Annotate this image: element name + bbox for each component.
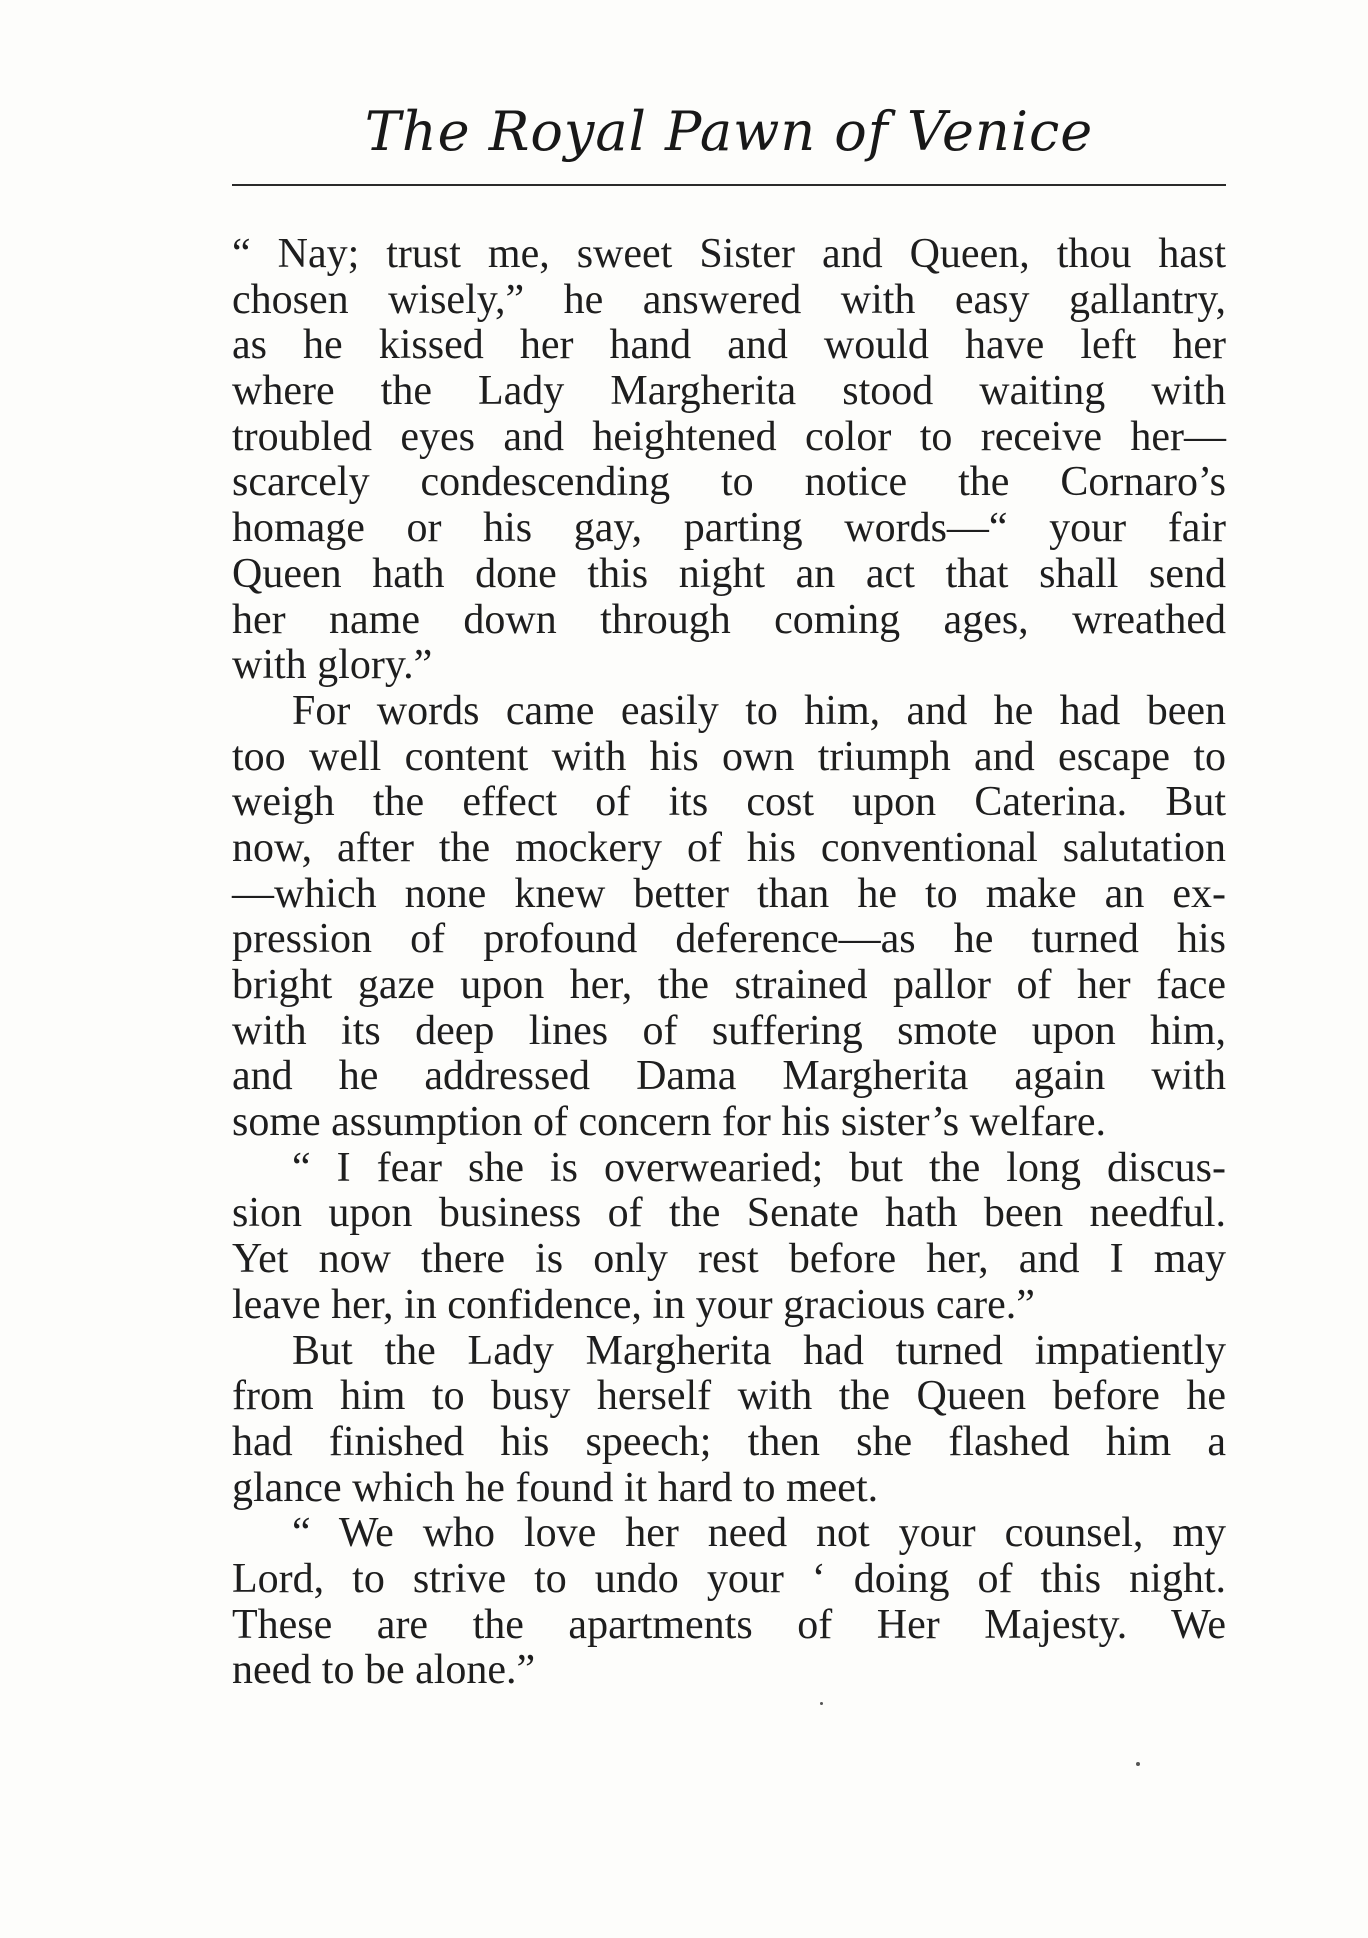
running-title: The Royal Pawn of Venice [364, 100, 1094, 163]
text-line: But the Lady Margherita had turned impatiently [292, 1327, 1226, 1374]
text-line: sion upon business of the Senate hath been needful. [232, 1190, 1226, 1237]
text-line: with glory.” [232, 642, 433, 689]
text-line: Queen hath done this night an act that shall send [232, 550, 1226, 597]
text-line: too well content with his own triumph and escape to [232, 733, 1226, 780]
paragraph [232, 1146, 1226, 1329]
text-line: some assumption of concern for his sister’s welfare. [232, 1099, 1107, 1146]
text-line: leave her, in confidence, in your gracious care.” [232, 1281, 1035, 1328]
text-line: Yet now there is only rest before her, and I may [232, 1236, 1226, 1283]
text-line: where the Lady Margherita stood waiting with [232, 368, 1226, 415]
text-line: homage or his gay, parting words—“ your fair [232, 505, 1226, 552]
text-line: —which none knew better than he to make an ex- [232, 870, 1226, 917]
ink-speck [1136, 1762, 1140, 1766]
text-line: had finished his speech; then she flashed him a [232, 1418, 1226, 1465]
text-line: For words came easily to him, and he had been [292, 687, 1226, 734]
paragraph [232, 689, 1226, 1146]
text-line: glance which he found it hard to meet. [232, 1464, 879, 1511]
text-line: chosen wisely,” he answered with easy gallantry, [232, 276, 1226, 323]
text-line: pression of profound deference—as he turned his [232, 916, 1226, 963]
paragraph [232, 232, 1226, 689]
ink-speck [820, 1702, 823, 1705]
text-line: her name down through coming ages, wreathed [232, 596, 1226, 643]
text-line: Lord, to strive to undo your ‘ doing of this night. [232, 1555, 1226, 1602]
paragraph [232, 1511, 1226, 1694]
text-line: “ I fear she is overwearied; but the long discus- [292, 1144, 1226, 1191]
text-line: scarcely condescending to notice the Cornaro’s [232, 459, 1226, 506]
text-line: weigh the effect of its cost upon Caterina. But [232, 779, 1226, 826]
text-line: and he addressed Dama Margherita again with [232, 1053, 1226, 1100]
text-line: troubled eyes and heightened color to receive her— [232, 413, 1226, 460]
body-text [232, 232, 1226, 1694]
text-line: now, after the mockery of his conventional salutation [232, 824, 1226, 871]
text-line: “ We who love her need not your counsel, my [292, 1510, 1226, 1557]
header-rule [232, 184, 1226, 186]
text-line: with its deep lines of suffering smote upon him, [232, 1007, 1226, 1054]
text-line: from him to busy herself with the Queen before he [232, 1373, 1226, 1420]
text-line: bright gaze upon her, the strained pallor of her face [232, 962, 1226, 1008]
text-line: These are the apartments of Her Majesty. We [232, 1601, 1226, 1648]
paragraph [232, 1329, 1226, 1512]
text-line: as he kissed her hand and would have left her [232, 322, 1226, 369]
text-line: “ Nay; trust me, sweet Sister and Queen, thou hast [232, 231, 1226, 277]
text-line: need to be alone.” [232, 1647, 536, 1694]
